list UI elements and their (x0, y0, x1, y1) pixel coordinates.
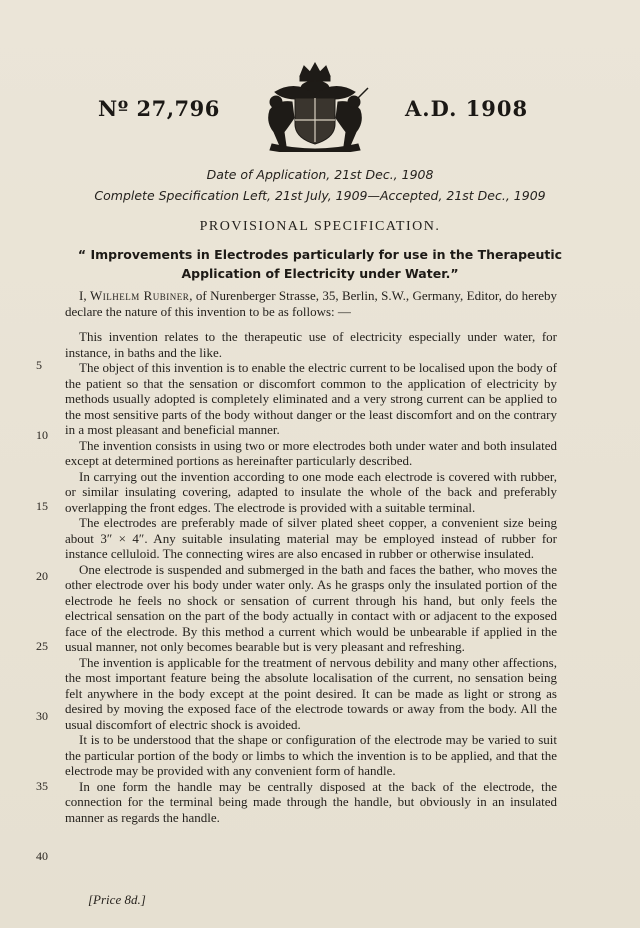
declaration-pre: I, (79, 288, 90, 303)
inventor-name: Wilhelm Rubiner (89, 288, 190, 303)
paragraph: The invention consists in using two or more electrodes both under water and both insulated except at determined portions as hereinafter particularly described. (65, 437, 557, 468)
date-of-application: Date of Application, 21st Dec., 1908 (206, 167, 434, 182)
line-number: 30 (36, 709, 48, 723)
line-number: 20 (36, 569, 48, 583)
title-line-1: “ Improvements in Electrodes particularly for use in the Therapeutic (77, 247, 563, 262)
paragraph: One electrode is suspended and submerged in the bath and faces the bather, who moves the other electrode over his body under water only. As he grasps only the insulated portion of the electrode he feels no shock or sensation of current through his hand, but only feels the electrical sensation on the part of the body actually in contact with or adjacent to the exposed face of the electrode. By this method a current which would be unbearable if applied in the usual manner, not only becomes bearable but is very pleasant and refreshing. (65, 561, 557, 654)
title-line-2: Application of Electricity under Water.” (181, 266, 459, 281)
invention-title (70, 245, 570, 283)
specification-body (65, 288, 557, 825)
line-number: 5 (36, 358, 42, 372)
paragraph: In carrying out the invention according to one mode each electrode is covered with rubber, or similar insulating covering, adapted to insulate the whole of the back and preferably overlapping the front edges. The electrode is provided with a suitable terminal. (65, 468, 557, 515)
paragraph: The invention is applicable for the treatment of nervous debility and many other affections, the most important feature being the absolute localisation of the current, no sensation being felt anywhere in the body except at the point desired. It can be made as light or strong as desired by moving the exposed face of the electrode towards or away from the body. All the usual discomfort of electric shock is avoided. (65, 654, 557, 732)
line-number: 40 (36, 849, 48, 863)
paragraph: This invention relates to the therapeutic use of electricity especially under water, for instance, in baths and the like. (65, 329, 557, 360)
declaration-post: , of Nurenberger Strasse, 35, Berlin, S.W., Germany, Editor, do hereby declare the nature of this invention to be as follows: — (65, 288, 557, 319)
inventor-declaration (65, 288, 557, 319)
patent-year: A.D. 1908 (405, 96, 529, 121)
line-number: 25 (36, 639, 48, 653)
complete-specification-dates: Complete Specification Left, 21st July, 1909—Accepted, 21st Dec., 1909 (94, 188, 546, 203)
header (0, 62, 640, 152)
paragraph: It is to be understood that the shape or configuration of the electrode may be varied to suit the particular portion of the body or limbs to which the invention is to be applied, and that the electrode may be provided with any convenient form of handle. (65, 732, 557, 778)
paragraph: The object of this invention is to enable the electric current to be localised upon the body of the patient so that the sensation or discomfort common to the application of electricity by methods usually adopted is completely eliminated and a very strong current can be applied to the most sensitive parts of the body without danger or the least discomfort and on the contrary in a most pleasant and beneficial manner. (65, 360, 557, 437)
paragraph: In one form the handle may be centrally disposed at the back of the electrode, the connection for the terminal being made through the handle, but obviously in an insulated manner as regards the handle. (65, 778, 557, 825)
line-number: 15 (36, 499, 48, 513)
line-number: 10 (36, 428, 48, 442)
patent-number: Nº 27,796 (98, 96, 220, 121)
dates-block (0, 164, 640, 206)
royal-coat-of-arms-icon (240, 62, 390, 152)
specification-type: PROVISIONAL SPECIFICATION. (199, 219, 441, 234)
paragraph: The electrodes are preferably made of silver plated sheet copper, a convenient size being about 3″ × 4″. Any suitable insulating material may be employed instead of rubber for instance celluloid. The connecting wires are also encased in rubber or otherwise insulated. (65, 515, 557, 561)
line-number: 35 (36, 779, 48, 793)
price-label: [Price 8d.] (88, 892, 146, 907)
